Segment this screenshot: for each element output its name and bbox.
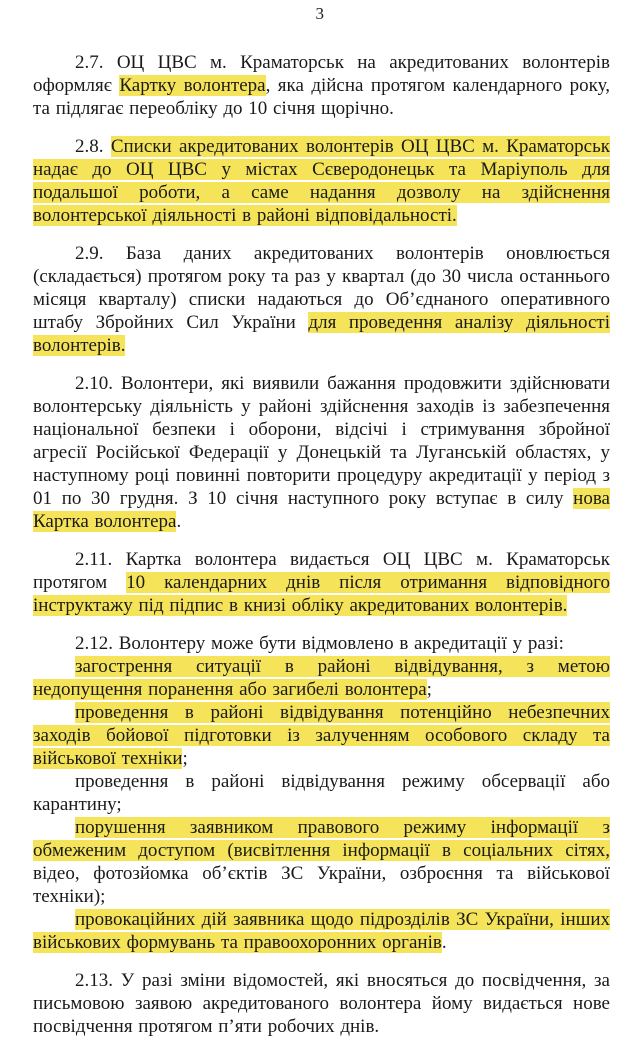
text-segment: 2.10. Волонтери, які виявили бажання продовжити здійснювати волонтерську діяльність у районі здійснення заходів із забезпечення національної безпеки і оборони, відсічі і стримування збройної агресії Російської Федерації у Донецькій та Луганській областях, у наступному році повинні повторити процедуру акредитації у період з 01 по 30 грудня. З 10 січня наступного року вступає в силу [33, 373, 610, 509]
refusal-item-4 [33, 816, 610, 908]
paragraph-2-7 [33, 51, 610, 120]
text-segment: ; [426, 679, 432, 700]
text-segment: 2.11. Картка волонтера видається ОЦ ЦВС м. Краматорськ протягом [33, 549, 610, 593]
paragraph-2-8 [33, 135, 610, 227]
text-segment: 2.7. ОЦ ЦВС м. Краматорськ на акредитованих волонтерів оформляє [33, 52, 610, 96]
highlighted-segment: нова Картка волонтера [33, 488, 610, 532]
text-segment: . [441, 932, 447, 953]
paragraph-2-11 [33, 548, 610, 617]
refusal-item-3 [33, 770, 610, 816]
refusal-item-2 [33, 701, 610, 770]
text-segment: проведення в районі відвідування режиму обсервації або карантину; [33, 771, 610, 815]
highlighted-segment: для проведення аналізу діяльності волонтерів. [33, 312, 610, 356]
text-segment: . [176, 511, 182, 532]
refusal-item-5 [33, 908, 610, 954]
document-content [0, 24, 640, 1038]
text-segment: , яка дійсна протягом календарного року, та підлягає переобліку до 10 січня щорічно. [33, 75, 610, 119]
paragraph-2-13 [33, 969, 610, 1038]
highlighted-segment: проведення в районі відвідування потенційно небезпечних заходів бойової підготовки із залученням особового складу та військової техніки [33, 702, 610, 769]
highlighted-segment: провокаційних дій заявника щодо підрозділів ЗС України, інших військових формувань та правоохоронних органів [33, 909, 610, 953]
highlighted-segment: 10 календарних днів після отримання відповідного інструктажу під підпис в книзі обліку акредитованих волонтерів. [33, 572, 611, 616]
text-segment: 2.8. [75, 136, 111, 157]
paragraph-2-9 [33, 242, 610, 357]
refusal-item-1 [33, 655, 610, 701]
highlighted-segment: Картку волонтера [119, 75, 266, 96]
highlighted-segment: загострення ситуації в районі відвідування, з метою недопущення поранення або загибелі волонтера [33, 656, 610, 700]
paragraph-2-12-intro [33, 632, 610, 655]
text-segment: 2.12. Волонтеру може бути відмовлено в акредитації у разі: [75, 633, 564, 654]
text-segment: відео, фотозйомка об’єктів ЗС України, озброєння та військової техніки); [33, 863, 610, 907]
page-number: 3 [315, 4, 325, 23]
text-segment: ; [182, 748, 188, 769]
highlighted-segment: Списки акредитованих волонтерів ОЦ ЦВС м. Краматорськ надає до ОЦ ЦВС у містах Сєверодонецьк та Маріуполь для подальшої роботи, а саме надання дозволу на здійснення волонтерської діяльності в районі відповідальності. [33, 136, 611, 226]
paragraph-2-10 [33, 372, 610, 533]
text-segment: 2.13. У разі зміни відомостей, які вносяться до посвідчення, за письмовою заявою акредитованого волонтера йому видається нове посвідчення протягом п’яти робочих днів. [33, 970, 610, 1037]
highlighted-segment: порушення заявником правового режиму інформації з обмеженим доступом (висвітлення інформації в соціальних сітях, [33, 817, 610, 861]
text-segment: 2.9. База даних акредитованих волонтерів оновлюється (складається) протягом року та раз у квартал (до 30 числа останнього місяця кварталу) списки надаються до Об’єднаного оперативного штабу Збройних Сил України [33, 243, 610, 333]
